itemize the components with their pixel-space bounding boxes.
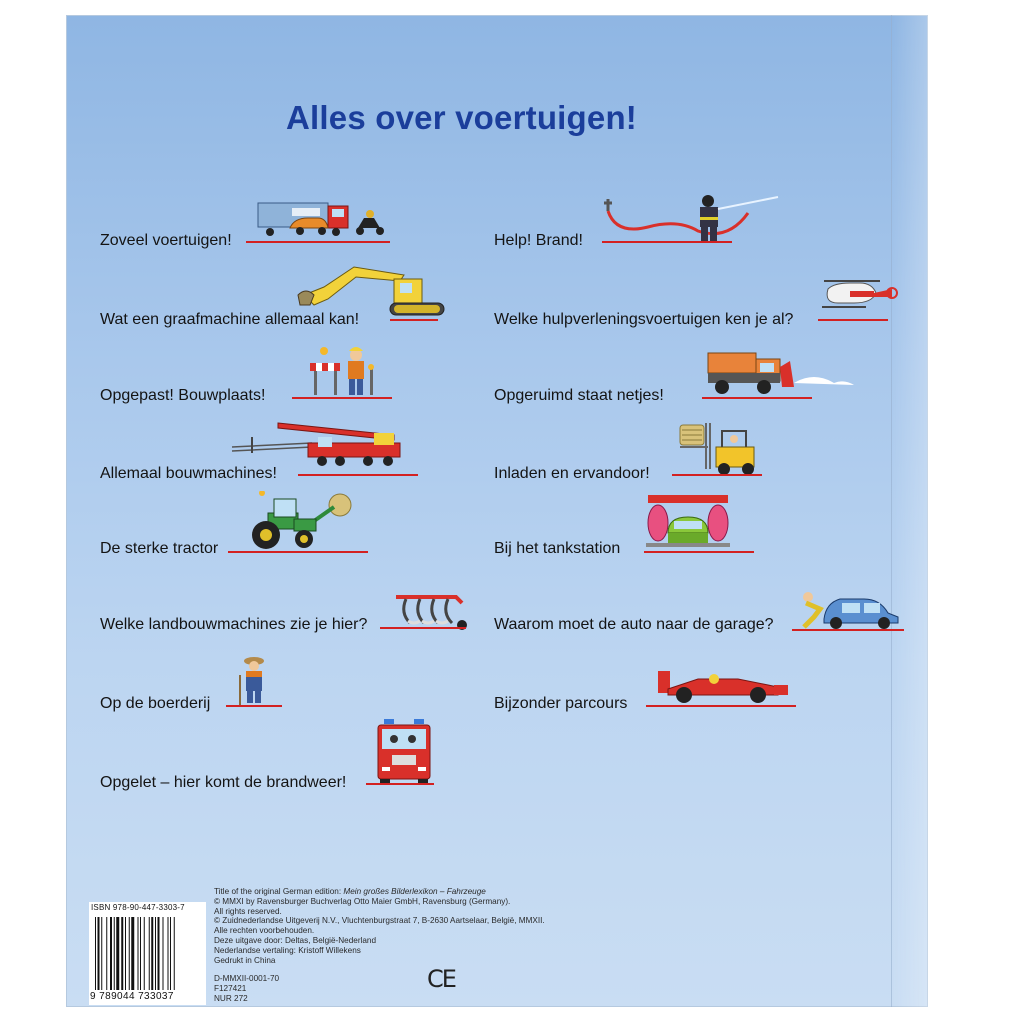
construction-worker-icon (308, 345, 380, 401)
underline (792, 629, 904, 631)
isbn-label: ISBN 978-90-447-3303-7 (91, 903, 185, 912)
left-item-2: Wat een graafmachine allemaal kan! (100, 311, 360, 328)
legal-line: Nederlandse vertaling: Kristoff Willekens (214, 945, 361, 955)
legal-line: D-MMXII-0001-70 (214, 974, 280, 984)
forklift-icon (676, 421, 760, 477)
left-item-5: De sterke tractor (100, 540, 219, 557)
legal-line: All rights reserved. (214, 906, 282, 916)
left-item-1: Zoveel voertuigen! (100, 232, 232, 249)
legal-line: Gedrukt in China (214, 955, 276, 965)
ce-mark: CE (427, 965, 455, 993)
car-wash-icon (644, 493, 732, 551)
underline (380, 627, 466, 629)
underline (246, 241, 390, 243)
legal-line: NUR 272 (214, 993, 248, 1003)
legal-line: F127421 (214, 984, 247, 994)
underline (702, 397, 812, 399)
right-item-3: Opgeruimd staat netjes! (494, 387, 664, 404)
truck-car-motorbike-icon (252, 200, 392, 244)
right-item-1: Help! Brand! (494, 232, 583, 249)
legal-line: © Zuidnederlandse Uitgeverij N.V., Vluchtenburgstraat 7, B-2630 Aartselaar, België, MMXII. (214, 916, 545, 926)
underline (818, 319, 888, 321)
right-item-2: Welke hulpverleningsvoertuigen ken je al? (494, 311, 794, 328)
tractor-icon (244, 491, 368, 553)
snowplow-icon (706, 349, 856, 399)
pushing-car-icon (796, 589, 902, 631)
firefighter-hose-icon (600, 193, 790, 247)
right-item-7: Bijzonder parcours (494, 695, 628, 712)
crane-truck-icon (228, 415, 418, 471)
underline (672, 474, 762, 476)
barcode-bars (95, 917, 201, 990)
right-item-6: Waarom moet de auto naar de garage? (494, 616, 774, 633)
barcode-digits: 9 789044 733037 (90, 991, 174, 1002)
farmer-icon (236, 655, 272, 707)
left-item-7: Op de boerderij (100, 695, 211, 712)
left-item-6: Welke landbouwmachines zie je hier? (100, 616, 368, 633)
underline (366, 783, 434, 785)
underline (390, 319, 438, 321)
left-item-3: Opgepast! Bouwplaats! (100, 387, 266, 404)
barcode (89, 902, 206, 1005)
race-car-icon (654, 665, 794, 705)
legal-line: Title of the original German edition: Mein großes Bilderlexikon – Fahrzeuge (214, 887, 486, 896)
underline (298, 474, 418, 476)
underline (644, 551, 754, 553)
left-item-4: Allemaal bouwmachines! (100, 465, 277, 482)
left-item-8: Opgelet – hier komt de brandweer! (100, 774, 347, 791)
underline (646, 705, 796, 707)
cover-title: Alles over voertuigen! (286, 99, 637, 136)
underline (602, 241, 732, 243)
book-back-cover (66, 15, 928, 1007)
underline (228, 551, 368, 553)
underline (292, 397, 392, 399)
book-spine-edge (891, 15, 928, 1007)
right-item-4: Inladen en ervandoor! (494, 465, 650, 482)
legal-imprint (214, 887, 545, 1004)
legal-line: Alle rechten voorbehouden. (214, 926, 315, 936)
legal-line: Deze uitgave door: Deltas, België-Nederland (214, 935, 377, 945)
underline (226, 705, 282, 707)
legal-line: © MMXI by Ravensburger Buchverlag Otto Maier GmbH, Ravensburg (Germany). (214, 896, 511, 906)
right-item-5: Bij het tankstation (494, 540, 621, 557)
fire-truck-icon (374, 717, 434, 787)
helicopter-icon (814, 277, 900, 317)
